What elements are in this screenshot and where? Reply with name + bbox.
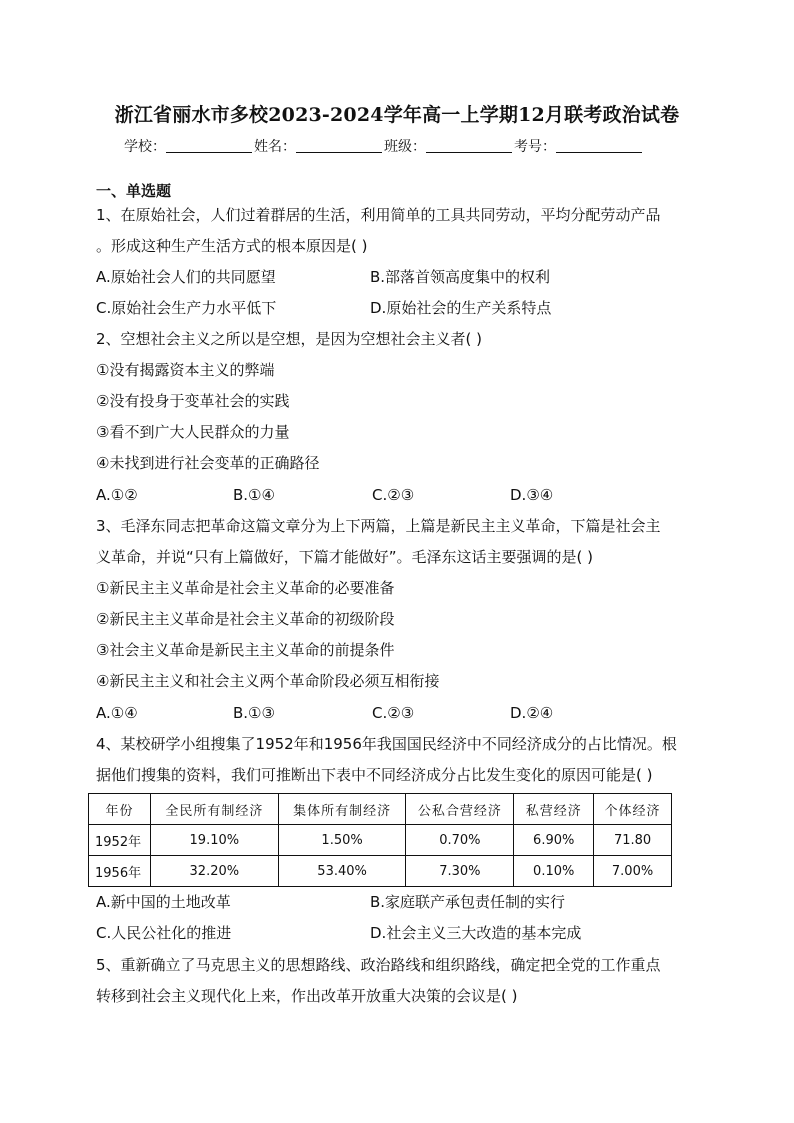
exam-number-blank bbox=[556, 138, 642, 153]
q2-statement-4: ④未找到进行社会变革的正确路径 bbox=[96, 454, 320, 472]
table-header-cell: 公私合营经济 bbox=[406, 794, 514, 825]
q2-statement-2: ②没有投身于变革社会的实践 bbox=[96, 392, 290, 410]
school-blank bbox=[166, 138, 252, 153]
q2-statement-3: ③看不到广大人民群众的力量 bbox=[96, 423, 290, 441]
q4-stem-line2: 据他们搜集的资料，我们可推断出下表中不同经济成分占比发生变化的原因可能是( ) bbox=[96, 766, 653, 784]
table-cell: 7.00% bbox=[594, 856, 672, 887]
q2-option-c: C.②③ bbox=[372, 486, 415, 504]
table-cell: 53.40% bbox=[278, 856, 406, 887]
q4-option-c: C.人民公社化的推进 bbox=[96, 924, 232, 942]
q5-stem-line1: 5、重新确立了马克思主义的思想路线、政治路线和组织路线，确定把全党的工作重点 bbox=[96, 956, 661, 974]
q4-option-a: A.新中国的土地改革 bbox=[96, 893, 231, 911]
student-info-row bbox=[124, 136, 684, 156]
q3-option-b: B.①③ bbox=[233, 704, 275, 722]
name-blank bbox=[296, 138, 382, 153]
table-cell: 1.50% bbox=[278, 825, 406, 856]
table-row bbox=[89, 856, 672, 887]
q3-stem-line2: 义革命，并说“只有上篇做好，下篇才能做好”。毛泽东这话主要强调的是( ) bbox=[96, 548, 594, 566]
table-cell: 1956年 bbox=[89, 856, 151, 887]
class-blank bbox=[426, 138, 512, 153]
exam-number-label: 考号： bbox=[514, 139, 556, 155]
table-header-cell: 年份 bbox=[89, 794, 151, 825]
school-label: 学校： bbox=[124, 139, 166, 155]
q4-option-d: D.社会主义三大改造的基本完成 bbox=[370, 924, 582, 942]
q3-statement-1: ①新民主主义革命是社会主义革命的必要准备 bbox=[96, 579, 395, 597]
q2-option-a: A.①② bbox=[96, 486, 138, 504]
economy-share-table bbox=[88, 793, 672, 887]
q3-stem-line1: 3、毛泽东同志把革命这篇文章分为上下两篇，上篇是新民主主义革命，下篇是社会主 bbox=[96, 517, 661, 535]
q3-statement-2: ②新民主主义革命是社会主义革命的初级阶段 bbox=[96, 610, 395, 628]
table-row bbox=[89, 825, 672, 856]
table-cell: 0.70% bbox=[406, 825, 514, 856]
q1-option-b: B.部落首领高度集中的权利 bbox=[370, 268, 551, 286]
table-header-cell: 全民所有制经济 bbox=[150, 794, 278, 825]
page-title: 浙江省丽水市多校2023-2024学年高一上学期12月联考政治试卷 bbox=[114, 104, 680, 126]
q1-stem-line2: 。形成这种生产生活方式的根本原因是( ) bbox=[96, 237, 368, 255]
q1-option-c: C.原始社会生产力水平低下 bbox=[96, 299, 277, 317]
table-header-cell: 集体所有制经济 bbox=[278, 794, 406, 825]
q1-option-d: D.原始社会的生产关系特点 bbox=[370, 299, 552, 317]
q1-option-a: A.原始社会人们的共同愿望 bbox=[96, 268, 276, 286]
q1-stem-line1: 1、在原始社会，人们过着群居的生活，利用简单的工具共同劳动，平均分配劳动产品 bbox=[96, 206, 661, 224]
table-cell: 1952年 bbox=[89, 825, 151, 856]
q2-option-b: B.①④ bbox=[233, 486, 275, 504]
q4-option-b: B.家庭联产承包责任制的实行 bbox=[370, 893, 566, 911]
table-cell: 6.90% bbox=[514, 825, 594, 856]
class-label: 班级： bbox=[384, 139, 426, 155]
q3-option-c: C.②③ bbox=[372, 704, 415, 722]
name-label: 姓名： bbox=[254, 139, 296, 155]
table-cell: 7.30% bbox=[406, 856, 514, 887]
q3-statement-3: ③社会主义革命是新民主主义革命的前提条件 bbox=[96, 641, 395, 659]
q3-option-d: D.②④ bbox=[510, 704, 554, 722]
table-cell: 19.10% bbox=[150, 825, 278, 856]
q2-statement-1: ①没有揭露资本主义的弊端 bbox=[96, 361, 275, 379]
table-cell: 0.10% bbox=[514, 856, 594, 887]
table-cell: 32.20% bbox=[150, 856, 278, 887]
table-header-row bbox=[89, 794, 672, 825]
q3-option-a: A.①④ bbox=[96, 704, 138, 722]
q2-stem-line1: 2、空想社会主义之所以是空想，是因为空想社会主义者( ) bbox=[96, 330, 483, 348]
q4-stem-line1: 4、某校研学小组搜集了1952年和1956年我国国民经济中不同经济成分的占比情况。根 bbox=[96, 735, 677, 753]
table-cell: 71.80 bbox=[594, 825, 672, 856]
q2-option-d: D.③④ bbox=[510, 486, 554, 504]
table-header-cell: 个体经济 bbox=[594, 794, 672, 825]
q5-stem-line2: 转移到社会主义现代化上来，作出改革开放重大决策的会议是( ) bbox=[96, 987, 518, 1005]
table-header-cell: 私营经济 bbox=[514, 794, 594, 825]
section-heading: 一、单选题 bbox=[96, 182, 172, 200]
q3-statement-4: ④新民主主义和社会主义两个革命阶段必须互相衔接 bbox=[96, 672, 440, 690]
